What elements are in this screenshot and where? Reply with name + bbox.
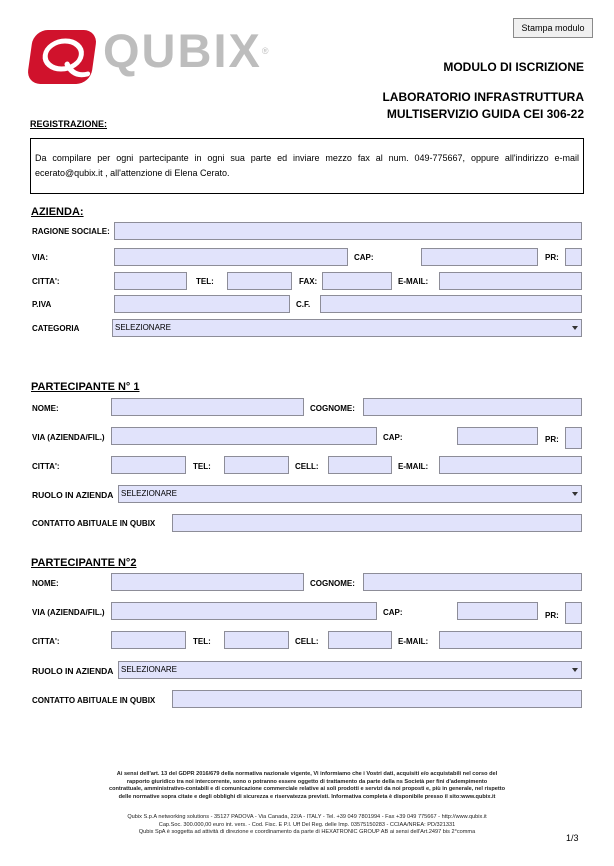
p2-citta-input[interactable]: [111, 631, 186, 649]
p2-contatto-label: CONTATTO ABITUALE IN QUBIX: [32, 696, 156, 705]
participant-2-section-title: PARTECIPANTE N°2: [31, 557, 137, 569]
instructions-box: Da compilare per ogni partecipante in ogni sua parte ed inviare mezzo fax al num. 049-775667, oppure all'indirizzo e-mail ecerato@qubix.it , all'attenzione di Elena Cerato.: [30, 138, 584, 194]
p2-ruolo-label: RUOLO IN AZIENDA: [32, 666, 114, 676]
p1-tel-input[interactable]: [224, 456, 289, 474]
p2-ruolo-select[interactable]: [118, 661, 582, 679]
tel-label: TEL:: [196, 277, 214, 286]
p2-cell-label: CELL:: [295, 637, 319, 646]
cf-input[interactable]: [320, 295, 582, 313]
p2-contatto-input[interactable]: [172, 690, 582, 708]
qubix-logo-icon: [26, 30, 98, 84]
p2-via-label: VIA (AZIENDA/FIL.): [32, 608, 105, 617]
p2-nome-label: NOME:: [32, 579, 59, 588]
p2-tel-label: TEL:: [193, 637, 211, 646]
course-title-line-1: LABORATORIO INFRASTRUTTURA: [382, 90, 584, 104]
chevron-down-icon: [572, 326, 578, 330]
p1-citta-input[interactable]: [111, 456, 186, 474]
fax-label: FAX:: [299, 277, 318, 286]
p2-pr-label: PR:: [545, 611, 559, 620]
form-title: MODULO DI ISCRIZIONE: [443, 60, 584, 74]
p1-pr-label: PR:: [545, 435, 559, 444]
azienda-section-title: AZIENDA:: [31, 206, 84, 218]
categoria-label: CATEGORIA: [32, 324, 80, 333]
course-title-line-2: MULTISERVIZIO GUIDA CEI 306-22: [386, 107, 584, 121]
registration-label: REGISTRAZIONE:: [30, 119, 108, 129]
pr-input[interactable]: [565, 248, 582, 266]
p1-email-input[interactable]: [439, 456, 582, 474]
p2-cell-input[interactable]: [328, 631, 392, 649]
fax-input[interactable]: [322, 272, 392, 290]
p2-cap-input[interactable]: [457, 602, 538, 620]
p1-pr-input[interactable]: [565, 427, 582, 449]
piva-input[interactable]: [114, 295, 290, 313]
p1-contatto-input[interactable]: [172, 514, 582, 532]
p1-cognome-label: COGNOME:: [310, 404, 355, 413]
p1-via-label: VIA (AZIENDA/FIL.): [32, 433, 105, 442]
p1-via-input[interactable]: [111, 427, 377, 445]
p2-cognome-input[interactable]: [363, 573, 582, 591]
ragione-sociale-input[interactable]: [114, 222, 582, 240]
citta-label: CITTA':: [32, 277, 60, 286]
p2-email-label: E-MAIL:: [398, 637, 429, 646]
pr-label: PR:: [545, 253, 559, 262]
chevron-down-icon: [572, 492, 578, 496]
privacy-notice: Ai sensi dell'art. 13 del GDPR 2016/679 della normativa nazionale vigente, Vi informiamo che i Vostri dati, acquisiti e/o acquistabili nel corso del rapporto giuridico tra noi intercorrente, sono o potranno essere oggetto di trattamento da parte della ns Società per fini d'adempimento contrattuale, amministrativo-contabili e di comunicazione commerciale relative ai soli prodotti e servizi da noi proposti e, più in generale, nel rispetto delle normative sopra citate e degli obblighi di sicurezza e riservatezza previsti. Informativa completa è disponibile presso il sito:www.qubix.it: [108, 771, 505, 800]
piva-label: P.IVA: [32, 300, 52, 309]
email-label: E-MAIL:: [398, 277, 429, 286]
p2-cognome-label: COGNOME:: [310, 579, 355, 588]
p1-ruolo-select-value: SELEZIONARE: [121, 489, 178, 498]
p2-email-input[interactable]: [439, 631, 582, 649]
ragione-sociale-label: RAGIONE SOCIALE:: [32, 227, 110, 236]
qubix-logo-text: QUBIX®: [103, 24, 271, 77]
p2-tel-input[interactable]: [224, 631, 289, 649]
p1-cap-label: CAP:: [383, 433, 403, 442]
tel-input[interactable]: [227, 272, 292, 290]
p2-via-input[interactable]: [111, 602, 377, 620]
p1-cell-label: CELL:: [295, 462, 319, 471]
cap-label: CAP:: [354, 253, 374, 262]
via-input[interactable]: [114, 248, 348, 266]
p1-nome-label: NOME:: [32, 404, 59, 413]
p2-citta-label: CITTA':: [32, 637, 60, 646]
company-info: Qubix S.p.A networking solutions - 35127 PADOVA - Via Canada, 22/A - ITALY - Tel. +39 049 7801994 - Fax +39 049 775667 - http://www.qubix.it Cap.Soc. 300.000,00 euro int. vers. - Cod. Fisc. E P.I. Uff Del Reg. delle Imp. 03575150283 - CCIAA/NREA: PD/321331 Qubix SpA è soggetta ad attività di direzione e coordinamento da parte di HEXATRONIC GROUP AB ai sensi dell'Art.2497 bis 2°comma: [127, 814, 487, 836]
categoria-select[interactable]: [112, 319, 582, 337]
page-number: 1/3: [566, 833, 579, 843]
p1-cap-input[interactable]: [457, 427, 538, 445]
email-input[interactable]: [439, 272, 582, 290]
p2-ruolo-select-value: SELEZIONARE: [121, 665, 178, 674]
cap-input[interactable]: [421, 248, 538, 266]
categoria-select-value: SELEZIONARE: [115, 323, 172, 332]
p1-ruolo-label: RUOLO IN AZIENDA: [32, 490, 114, 500]
p1-cognome-input[interactable]: [363, 398, 582, 416]
p1-tel-label: TEL:: [193, 462, 211, 471]
p2-cap-label: CAP:: [383, 608, 403, 617]
p1-email-label: E-MAIL:: [398, 462, 429, 471]
p2-nome-input[interactable]: [111, 573, 304, 591]
citta-input[interactable]: [114, 272, 187, 290]
via-label: VIA:: [32, 253, 48, 262]
p1-contatto-label: CONTATTO ABITUALE IN QUBIX: [32, 519, 156, 528]
p1-citta-label: CITTA':: [32, 462, 60, 471]
p2-pr-input[interactable]: [565, 602, 582, 624]
participant-1-section-title: PARTECIPANTE N° 1: [31, 381, 140, 393]
p1-ruolo-select[interactable]: [118, 485, 582, 503]
chevron-down-icon: [572, 668, 578, 672]
print-form-button[interactable]: Stampa modulo: [513, 18, 593, 38]
p1-cell-input[interactable]: [328, 456, 392, 474]
cf-label: C.F.: [296, 300, 311, 309]
p1-nome-input[interactable]: [111, 398, 304, 416]
